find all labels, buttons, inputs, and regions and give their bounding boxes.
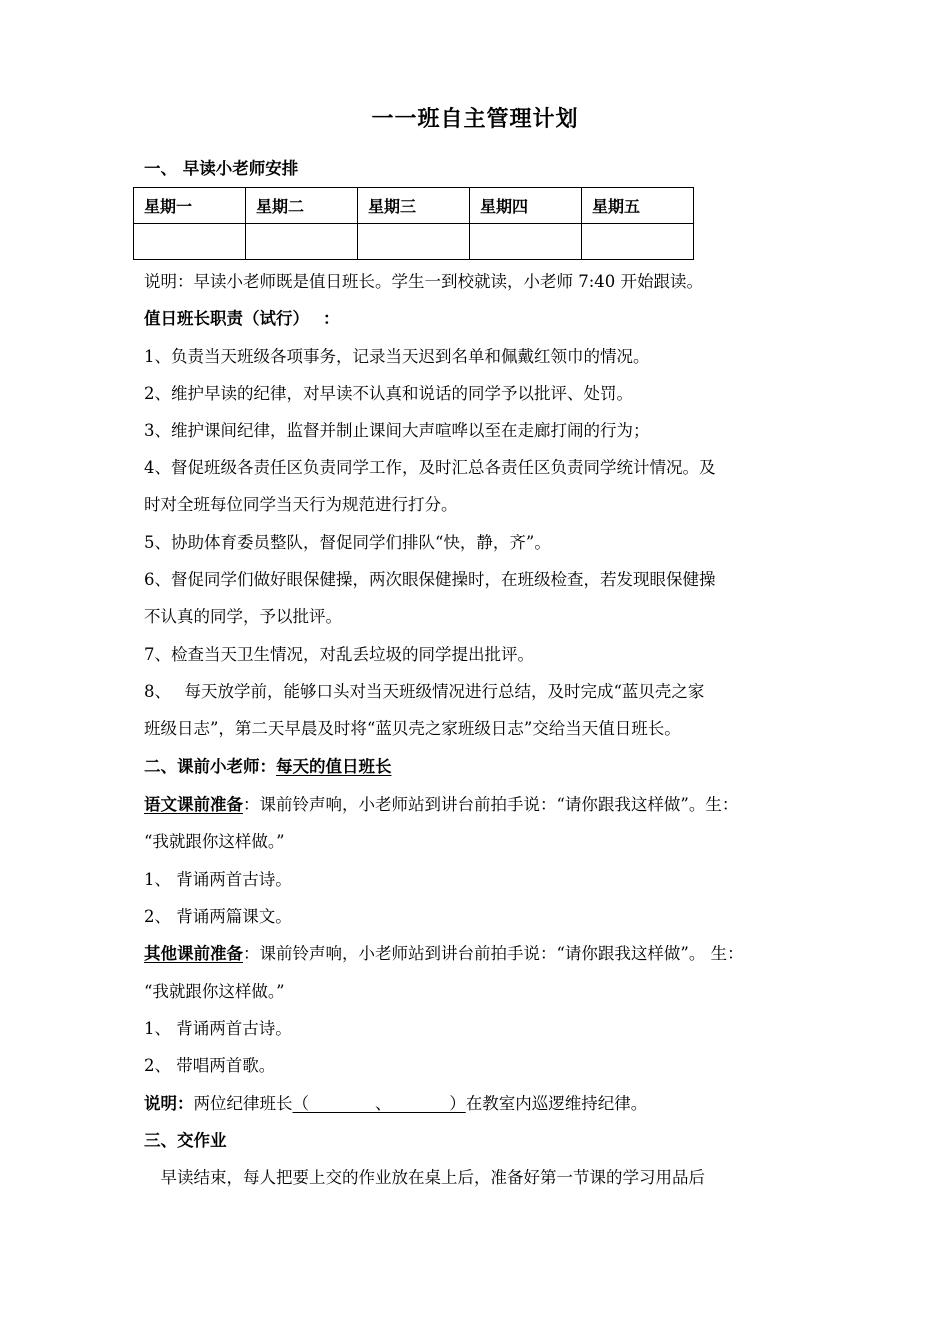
duty-item: 4、督促班级各责任区负责同学工作，及时汇总各责任区负责同学统计情况。及 bbox=[144, 458, 716, 477]
other-prep-line bbox=[144, 942, 744, 966]
schedule-header-cell: 星期三 bbox=[358, 188, 470, 224]
duty-item: 不认真的同学，予以批评。 bbox=[144, 607, 342, 626]
duty-item: 1、负责当天班级各项事务，记录当天迟到名单和佩戴红领巾的情况。 bbox=[144, 347, 650, 366]
monitor-blank: （ 、 ） bbox=[292, 1094, 466, 1113]
document-title: 一一班自主管理计划 bbox=[371, 107, 579, 132]
duty-item: 6、督促同学们做好眼保健操，两次眼保健操时，在班级检查，若发现眼保健操 bbox=[144, 570, 716, 589]
section1-heading: 一、 早读小老师安排 bbox=[144, 159, 299, 178]
section2-note bbox=[144, 1092, 647, 1116]
duty-item: 7、检查当天卫生情况，对乱丢垃圾的同学提出批评。 bbox=[144, 645, 534, 664]
other-item: 1、 背诵两首古诗。 bbox=[144, 1019, 292, 1038]
chinese-item: 1、 背诵两首古诗。 bbox=[144, 870, 292, 889]
schedule-cell bbox=[470, 224, 582, 260]
chinese-item: 2、 背诵两篇课文。 bbox=[144, 907, 292, 926]
section2-heading bbox=[144, 755, 392, 779]
section3-heading: 三、交作业 bbox=[144, 1131, 227, 1150]
chinese-prep-label: 语文课前准备 bbox=[144, 795, 243, 814]
duty-item: 5、协助体育委员整队，督促同学们排队“快，静，齐”。 bbox=[144, 533, 551, 552]
section2-heading-prefix: 二、课前小老师： bbox=[144, 757, 276, 776]
other-item: 2、 带唱两首歌。 bbox=[144, 1056, 276, 1075]
schedule-cell bbox=[358, 224, 470, 260]
section2-note-end: 在教室内巡逻维持纪律。 bbox=[465, 1094, 648, 1113]
section3-text: 早读结束，每人把要上交的作业放在桌上后，准备好第一节课的学习用品后 bbox=[144, 1168, 705, 1187]
schedule-header-row bbox=[134, 188, 694, 224]
duty-item: 时对全班每位同学当天行为规范进行打分。 bbox=[144, 495, 458, 514]
other-prep-text: ：课前铃声响，小老师站到讲台前拍手说：“请你跟我这样做”。 生： bbox=[243, 944, 744, 963]
other-prep-text2: “我就跟你这样做。” bbox=[144, 982, 285, 1001]
chinese-prep-text: ：课前铃声响，小老师站到讲台前拍手说：“请你跟我这样做”。生： bbox=[243, 795, 739, 814]
schedule-header-cell: 星期二 bbox=[246, 188, 358, 224]
duty-item: 2、维护早读的纪律，对早读不认真和说话的同学予以批评、处罚。 bbox=[144, 384, 633, 403]
duty-item: 班级日志”，第二天早晨及时将“蓝贝壳之家班级日志”交给当天值日班长。 bbox=[144, 719, 681, 738]
section2-note-mid: 两位纪律班长 bbox=[193, 1094, 293, 1113]
schedule-cell bbox=[246, 224, 358, 260]
schedule-header-cell: 星期四 bbox=[470, 188, 582, 224]
duty-item: 8、 每天放学前，能够口头对当天班级情况进行总结，及时完成“蓝贝壳之家 bbox=[144, 682, 705, 701]
section2-heading-underlined: 每天的值日班长 bbox=[276, 757, 392, 776]
duties-heading: 值日班长职责（试行） ： bbox=[144, 309, 340, 328]
schedule-header-cell: 星期五 bbox=[582, 188, 694, 224]
section2-note-label: 说明： bbox=[144, 1094, 194, 1113]
other-prep-label: 其他课前准备 bbox=[144, 944, 243, 963]
duty-item: 3、维护课间纪律，监督并制止课间大声喧哗以至在走廊打闹的行为； bbox=[144, 421, 650, 440]
section1-note: 说明：早读小老师既是值日班长。学生一到校就读，小老师 7:40 开始跟读。 bbox=[144, 272, 704, 291]
chinese-prep-text2: “我就跟你这样做。” bbox=[144, 832, 285, 851]
schedule-header-cell: 星期一 bbox=[134, 188, 246, 224]
schedule-cell bbox=[582, 224, 694, 260]
schedule-cell bbox=[134, 224, 246, 260]
chinese-prep-line bbox=[144, 793, 738, 817]
schedule-empty-row bbox=[134, 224, 694, 260]
schedule-table bbox=[133, 187, 694, 260]
